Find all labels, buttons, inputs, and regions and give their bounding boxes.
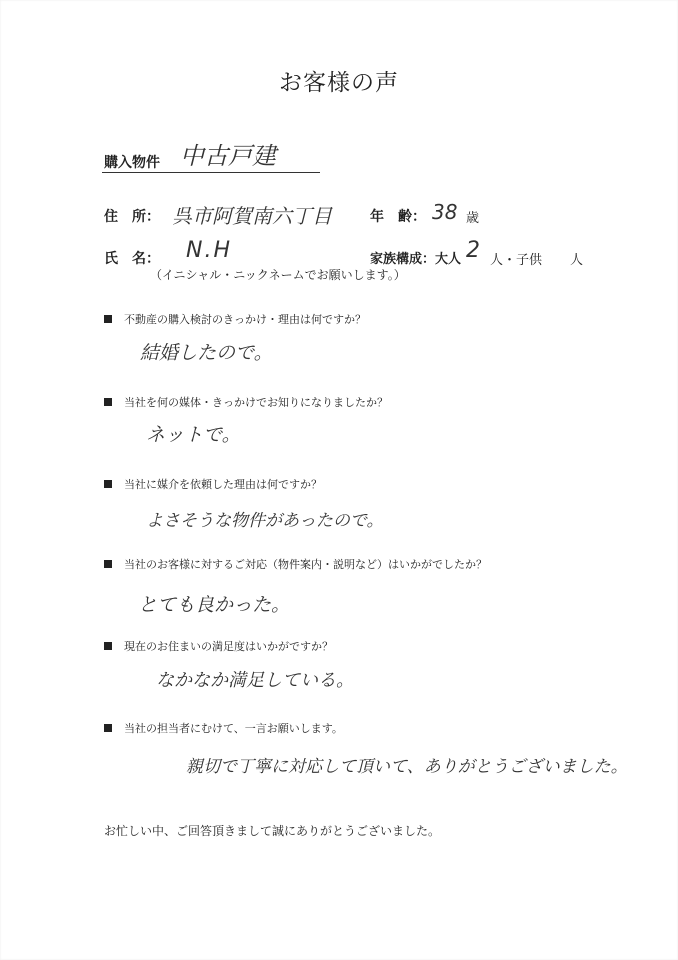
- answer-1: 結婚したので。: [140, 342, 273, 364]
- answer-6: 親切で丁寧に対応して頂いて、ありがとうございました。: [186, 757, 628, 777]
- closing-message: お忙しい中、ご回答頂きまして誠にありがとうございました。: [104, 824, 441, 838]
- family-adults-value: 2: [466, 238, 480, 263]
- question-1: [104, 311, 366, 327]
- property-label: 購入物件: [104, 155, 160, 171]
- question-text: 当社のお客様に対するご対応（物件案内・説明など）はいかがでしたか？: [124, 558, 487, 571]
- bullet-square-icon: [104, 642, 112, 650]
- question-text: 当社に媒介を依頼した理由は何ですか？: [124, 478, 322, 491]
- page-title: お客様の声: [279, 70, 399, 96]
- question-5: [104, 638, 333, 654]
- answer-4: とても良かった。: [138, 594, 291, 616]
- name-note: （イニシャル・ニックネームでお願いします。）: [150, 268, 406, 282]
- age-value: 38: [432, 200, 458, 224]
- answer-5: なかなか満足している。: [156, 670, 354, 691]
- bullet-square-icon: [104, 315, 112, 323]
- answer-2: ネットで。: [146, 424, 241, 446]
- question-text: 現在のお住まいの満足度はいかがですか？: [124, 640, 333, 653]
- bullet-square-icon: [104, 398, 112, 406]
- question-text: 当社を何の媒体・きっかけでお知りになりましたか？: [124, 396, 388, 409]
- question-text: 不動産の購入検討のきっかけ・理由は何ですか？: [124, 313, 366, 326]
- question-4: [104, 556, 487, 572]
- bullet-square-icon: [104, 480, 112, 488]
- property-underline: [102, 172, 320, 173]
- bullet-square-icon: [104, 724, 112, 732]
- address-value: 呉市阿賀南六丁目: [172, 204, 332, 228]
- question-6: [104, 720, 343, 736]
- family-label: 家族構成：大人: [370, 252, 462, 267]
- question-2: [104, 394, 388, 410]
- address-label: 住 所：: [104, 209, 160, 225]
- name-value: N.H: [186, 238, 232, 263]
- family-adult-unit: 人・子供: [490, 253, 543, 268]
- question-3: [104, 476, 322, 492]
- age-unit: 歳: [466, 211, 480, 226]
- family-child-unit: 人: [570, 253, 584, 268]
- answer-3: よさそうな物件があったので。: [146, 511, 384, 531]
- question-text: 当社の担当者にむけて、一言お願いします。: [124, 722, 343, 735]
- age-label: 年 齢：: [370, 209, 426, 225]
- bullet-square-icon: [104, 560, 112, 568]
- property-value: 中古戸建: [180, 142, 276, 170]
- name-label: 氏 名：: [104, 251, 160, 267]
